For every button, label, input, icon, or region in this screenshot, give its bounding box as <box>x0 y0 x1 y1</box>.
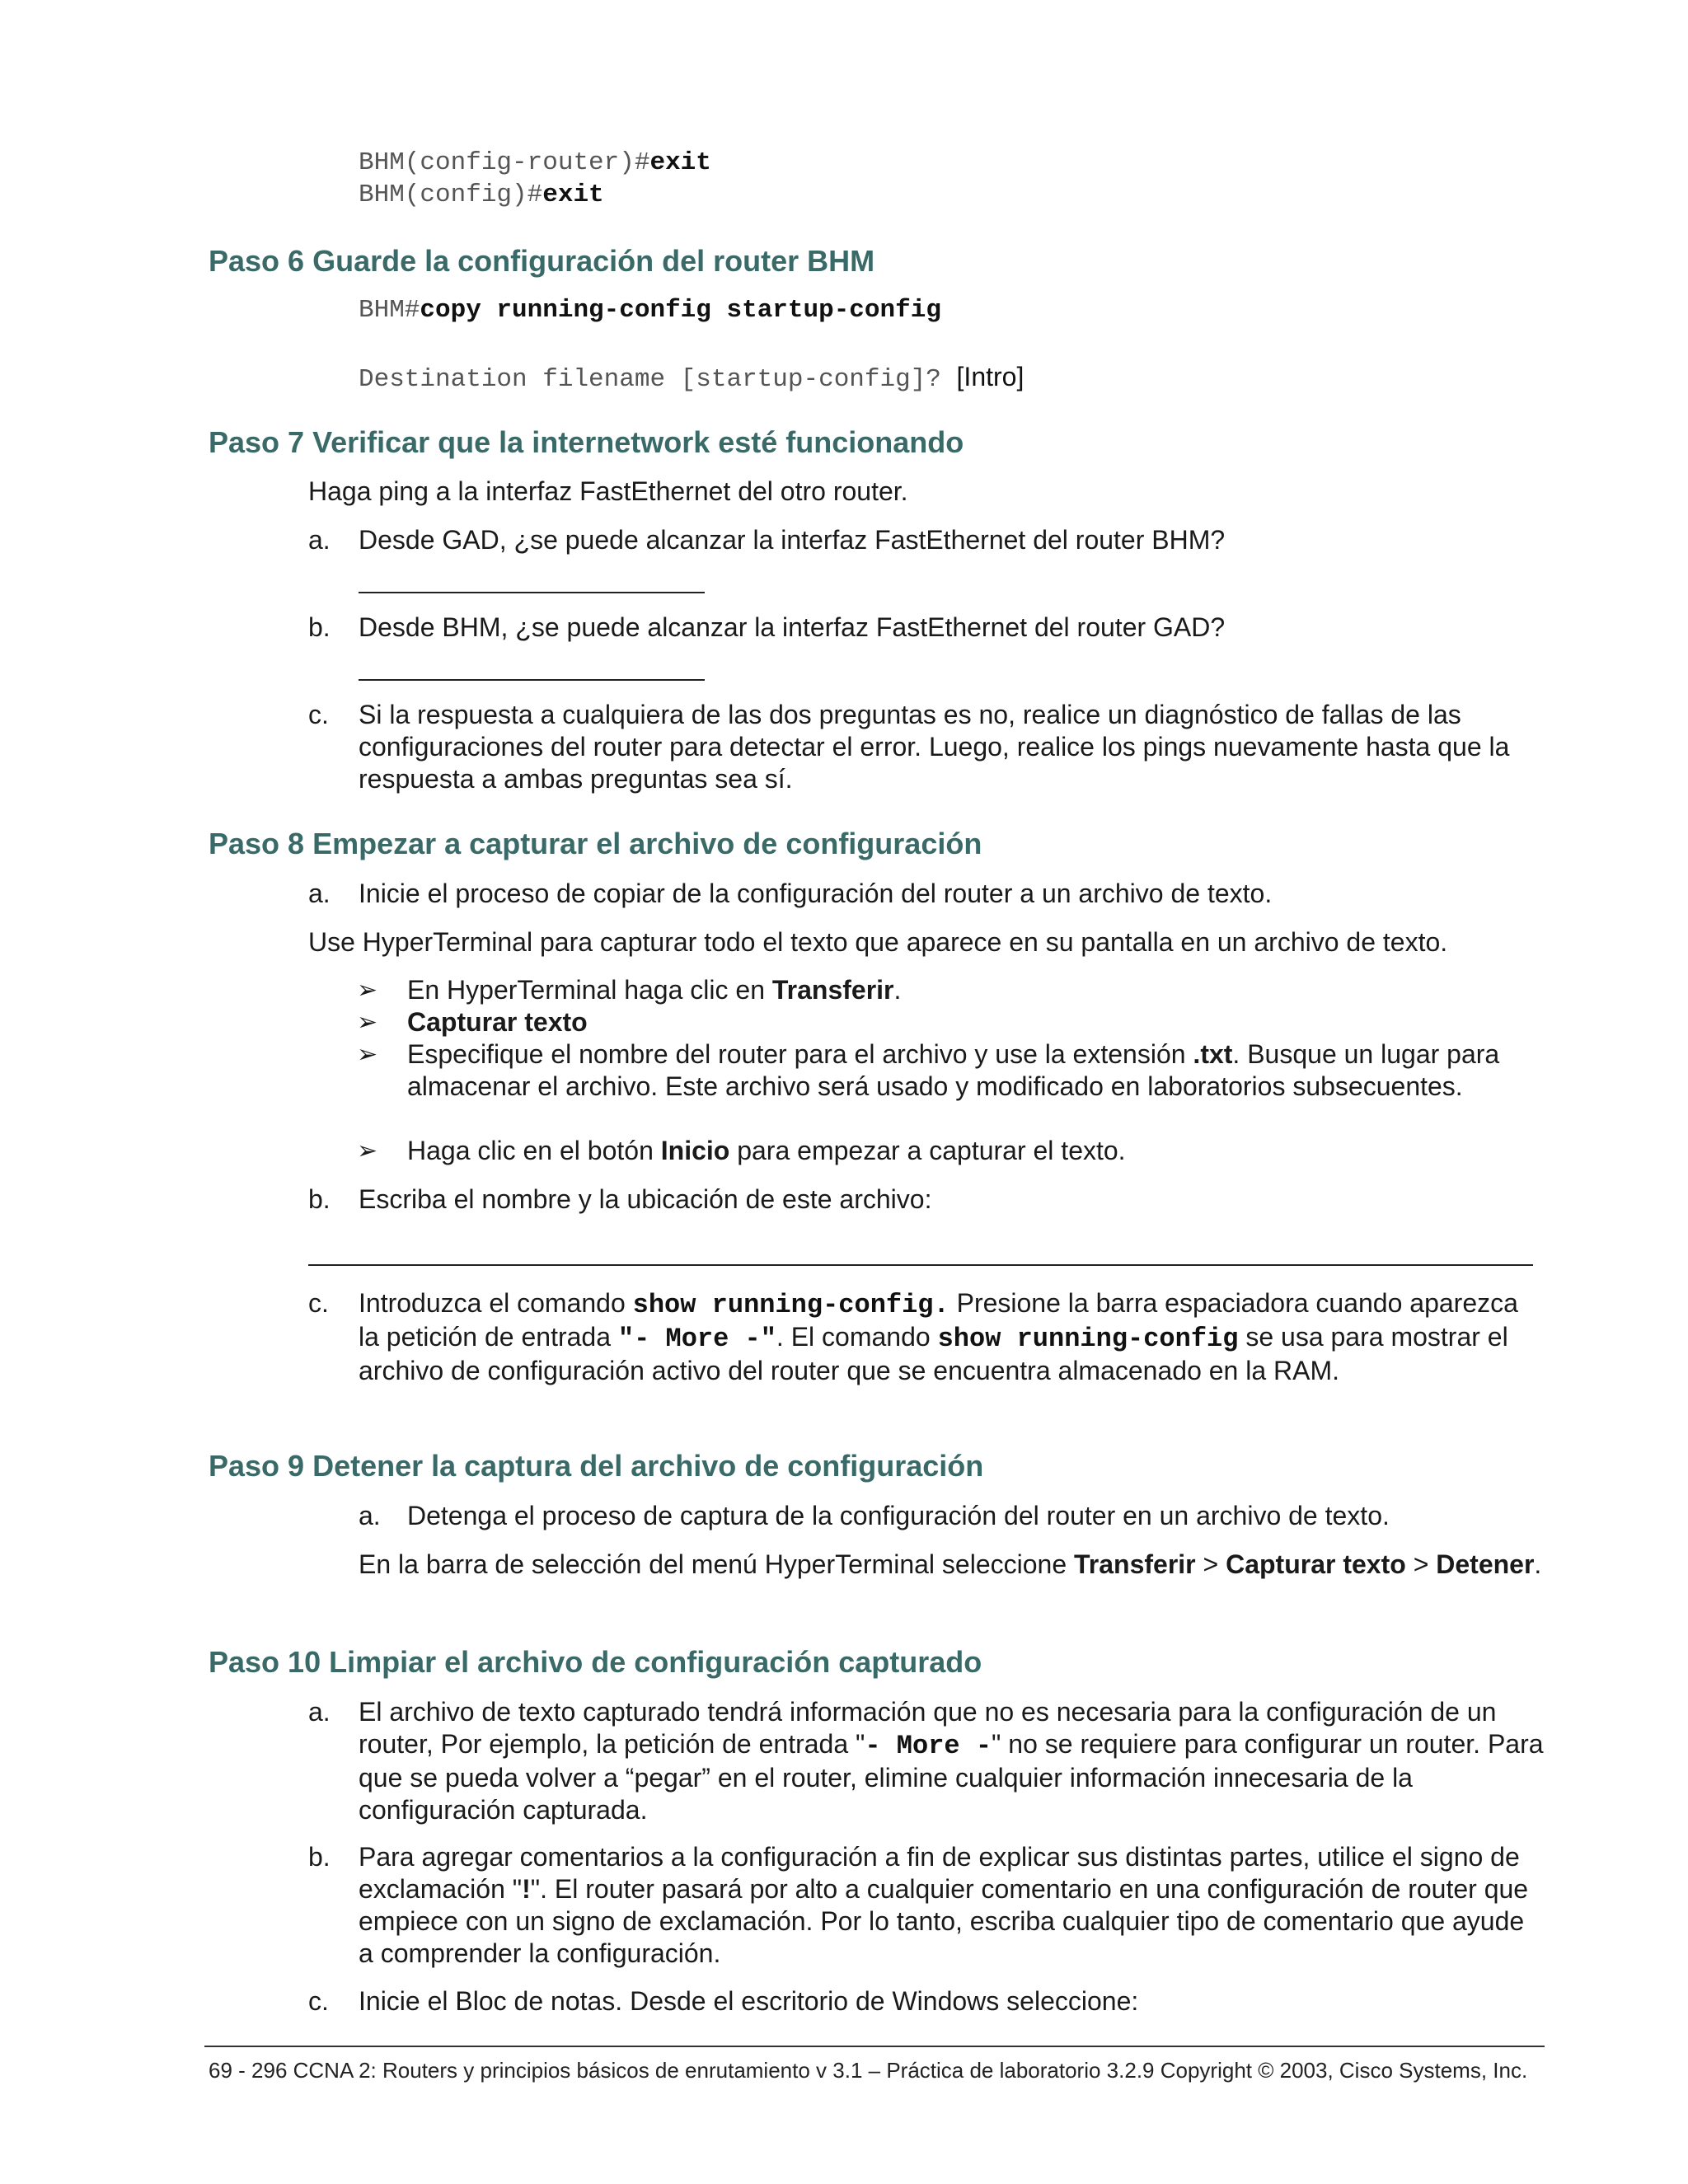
step8-heading: Paso 8 Empezar a capturar el archivo de configuración <box>209 827 982 860</box>
step10-a-label: a. <box>308 1697 331 1727</box>
step8-c-text: Introduzca el comando show running-config. Presione la barra espaciadora cuando aparezca la petición de entrada "- More -". El comando show running-config se usa para mostrar el archivo de configuración activo del router que se encuentra almacenado en la RAM. <box>359 1288 1518 1385</box>
footer-divider <box>204 2046 1545 2047</box>
step10-b-label: b. <box>308 1842 331 1872</box>
arrow-bullet-icon: ➢ <box>357 1137 378 1165</box>
step7-c-text: Si la respuesta a cualquiera de las dos preguntas es no, realice un diagnóstico de fallas de las configuraciones del router para detectar el error. Luego, realice los pings nuevamente hasta que la respuesta a ambas preguntas sea sí. <box>359 700 1510 794</box>
step9-heading: Paso 9 Detener la captura del archivo de configuración <box>209 1449 984 1483</box>
step8-a-text: Inicie el proceso de copiar de la configuración del router a un archivo de texto. <box>359 879 1273 908</box>
code-line-exit-config: BHM(config)#exit <box>359 180 604 209</box>
step10-b-text: Para agregar comentarios a la configuración a fin de explicar sus distintas partes, utilice el signo de exclamación "!". El router pasará por alto a cualquier comentario en una configuración de router que empiece con un signo de exclamación. Por lo tanto, escriba cualquier tipo de comentario que ayude a comprender la configuración. <box>359 1842 1529 1968</box>
step9-menu-text: En la barra de selección del menú HyperTerminal seleccione Transferir > Capturar texto > Detener. <box>359 1549 1542 1579</box>
bullet-transferir: En HyperTerminal haga clic en Transferir. <box>407 975 902 1005</box>
code-copy-command: BHM#copy running-config startup-config <box>359 296 941 325</box>
step9-a-label: a. <box>359 1501 381 1530</box>
step6-heading: Paso 6 Guarde la configuración del router BHM <box>209 244 875 278</box>
step7-intro: Haga ping a la interfaz FastEthernet del otro router. <box>308 476 908 506</box>
step8-b-label: b. <box>308 1184 331 1214</box>
arrow-bullet-icon: ➢ <box>357 1041 378 1068</box>
step8-a-label: a. <box>308 879 331 908</box>
step8-c-label: c. <box>308 1288 329 1318</box>
step8-use-text: Use HyperTerminal para capturar todo el texto que aparece en su pantalla en un archivo de texto. <box>308 927 1448 957</box>
step7-a-text: Desde GAD, ¿se puede alcanzar la interfaz FastEthernet del router BHM? <box>359 525 1226 555</box>
bullet-inicio: Haga clic en el botón Inicio para empezar a capturar el texto. <box>407 1136 1126 1165</box>
answer-line-filename[interactable] <box>308 1264 1533 1266</box>
answer-line-a[interactable] <box>359 592 705 593</box>
code-line-exit-router: BHM(config-router)#exit <box>359 148 711 177</box>
step7-b-label: b. <box>308 612 331 642</box>
step7-heading: Paso 7 Verificar que la internetwork esté funcionando <box>209 425 964 459</box>
step10-heading: Paso 10 Limpiar el archivo de configuración capturado <box>209 1645 982 1679</box>
arrow-bullet-icon: ➢ <box>357 977 378 1004</box>
step9-a-text: Detenga el proceso de captura de la configuración del router en un archivo de texto. <box>407 1501 1390 1530</box>
step8-b-text: Escriba el nombre y la ubicación de este archivo: <box>359 1184 932 1214</box>
intro-key: [Intro] <box>956 362 1025 391</box>
step10-a-text: El archivo de texto capturado tendrá información que no es necesaria para la configuración de un router, Por ejemplo, la petición de entrada "- More -" no se requiere para configurar un router. Para que se pueda volver a “pegar” en el router, elimine cualquier información innecesaria de la configuración capturada. <box>359 1697 1544 1825</box>
code-destination-prompt: Destination filename [startup-config]? [Intro] <box>359 362 1025 394</box>
arrow-bullet-icon: ➢ <box>357 1009 378 1036</box>
step7-c-label: c. <box>308 700 329 729</box>
page-footer: 69 - 296 CCNA 2: Routers y principios básicos de enrutamiento v 3.1 – Práctica de laboratorio 3.2.9 Copyright © 2003, Cisco Systems, Inc. <box>209 2058 1528 2083</box>
step7-b-text: Desde BHM, ¿se puede alcanzar la interfaz FastEthernet del router GAD? <box>359 612 1226 642</box>
bullet-especifique: Especifique el nombre del router para el archivo y use la extensión .txt. Busque un lugar para almacenar el archivo. Este archivo será usado y modificado en laboratorios subsecuentes. <box>407 1039 1500 1101</box>
step10-c-label: c. <box>308 1986 329 2016</box>
answer-line-b[interactable] <box>359 679 705 681</box>
step7-a-label: a. <box>308 525 331 555</box>
step10-c-text: Inicie el Bloc de notas. Desde el escritorio de Windows seleccione: <box>359 1986 1139 2016</box>
bullet-capturar-texto: Capturar texto <box>407 1007 588 1037</box>
